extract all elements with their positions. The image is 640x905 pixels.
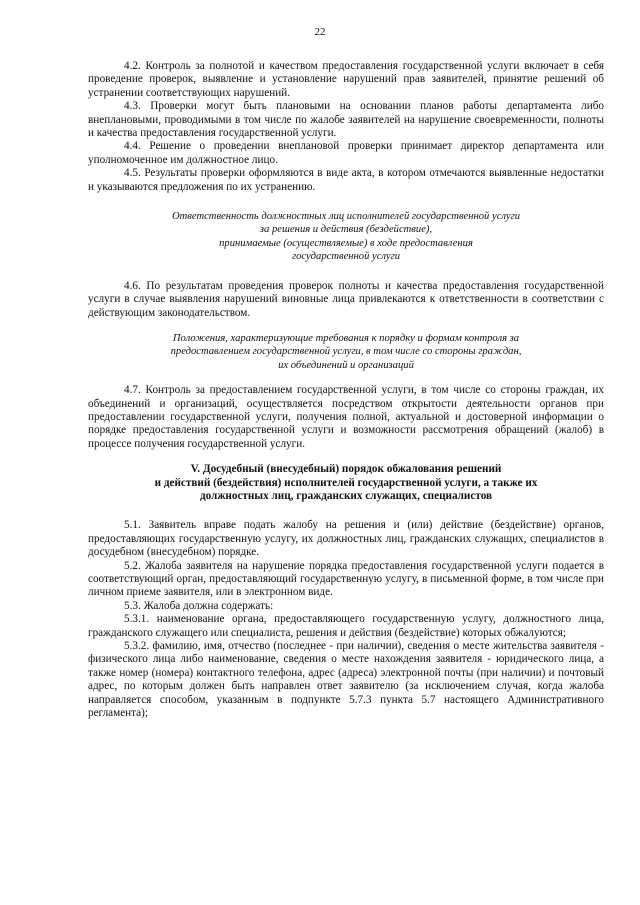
paragraph-4-7: 4.7. Контроль за предоставлением государственной услуги, в том числе со стороны граждан, их объединений и организаций, осуществляется посредством открытости деятельности органов при предоставлении государственной услуги, получения полной, актуальной и достоверной информации о порядке предоставления государственной услуги и возможности рассмотрения обращений (жалоб) в процессе получения государственной услуги. [88,384,604,450]
paragraph-4-2: 4.2. Контроль за полнотой и качеством предоставления государственной услуги включает в себя проведение проверок, выявление и установление нарушений прав заявителей, принятие решений об устранении соответствующих нарушений. [88,60,604,99]
paragraph-5-3-1: 5.3.1. наименование органа, предоставляющего государственную услугу, должностного лица, гражданского служащего или специалиста, решения и действия (бездействие) которых обжалуются; [88,613,604,639]
paragraph-4-5: 4.5. Результаты проверки оформляются в виде акта, в котором отмечаются выявленные недостатки и указываются предложения по их устранению. [88,167,604,193]
page-number: 22 [314,26,326,38]
heading-line: государственной услуги [291,251,401,263]
heading-line: V. Досудебный (внесудебный) порядок обжалования решений [190,463,502,476]
heading-line: за решения и действия (бездействие), [259,224,433,236]
paragraph-4-3: 4.3. Проверки могут быть плановыми на основании планов работы департамента либо внеплановыми, проводимыми в том числе по жалобе заявителей на нарушение своевременности, полноты и качества предоставления государственной услуги. [88,100,604,140]
heading-line: Ответственность должностных лиц исполнителей государственной услуги [171,211,521,223]
paragraph-5-2: 5.2. Жалоба заявителя на нарушение порядка предоставления государственной услуги подается в соответствующий орган, предоставляющий государственную услугу, в письменной форме, в том числе при личном приеме заявителя, или в электронном виде. [88,559,604,599]
heading-control-requirements [88,332,604,372]
paragraph-4-4: 4.4. Решение о проведении внеплановой проверки принимает директор департамента или уполномоченное им должностное лицо. [88,140,604,166]
heading-line: принимаемые (осуществляемые) в ходе предоставления [219,237,473,249]
heading-line: Положения, характеризующие требования к порядку и формам контроля за [172,332,520,344]
heading-line: и действий (бездействия) исполнителей государственной услуги, а также их [154,476,538,489]
heading-line: их объединений и организаций [278,359,414,371]
heading-section-v [88,463,604,503]
heading-line: должностных лиц, гражданских служащих, специалистов [199,489,493,502]
paragraph-4-6: 4.6. По результатам проведения проверок полноты и качества предоставления государственной услуги в случае выявления нарушений виновные лица привлекаются к ответственности в соответствии с действующим законодательством. [88,279,604,319]
paragraph-5-1: 5.1. Заявитель вправе подать жалобу на решения и (или) действие (бездействие) органов, предоставляющих государственную услугу, их должностных лиц, гражданских служащих, специалистов в досудебном (внесудебном) порядке. [88,519,604,559]
heading-line: предоставлением государственной услуги, в том числе со стороны граждан, [170,346,522,358]
heading-responsibility [88,210,604,264]
paragraph-5-3-2: 5.3.2. фамилию, имя, отчество (последнее - при наличии), сведения о месте жительства заявителя - физического лица либо наименование, сведения о месте нахождения заявителя - юридического лица, а также номер (номера) контактного телефона, адрес (адреса) электронной почты (при наличии) и почтовый адрес, по которым должен быть направлен ответ заявителю (за исключением случая, когда жалоба направляется способом, указанным в подпункте 5.7.3 пункта 5.7 настоящего Административного регламента); [88,640,604,720]
paragraph-5-3: 5.3. Жалоба должна содержать: [124,599,274,612]
page-content [88,60,604,720]
